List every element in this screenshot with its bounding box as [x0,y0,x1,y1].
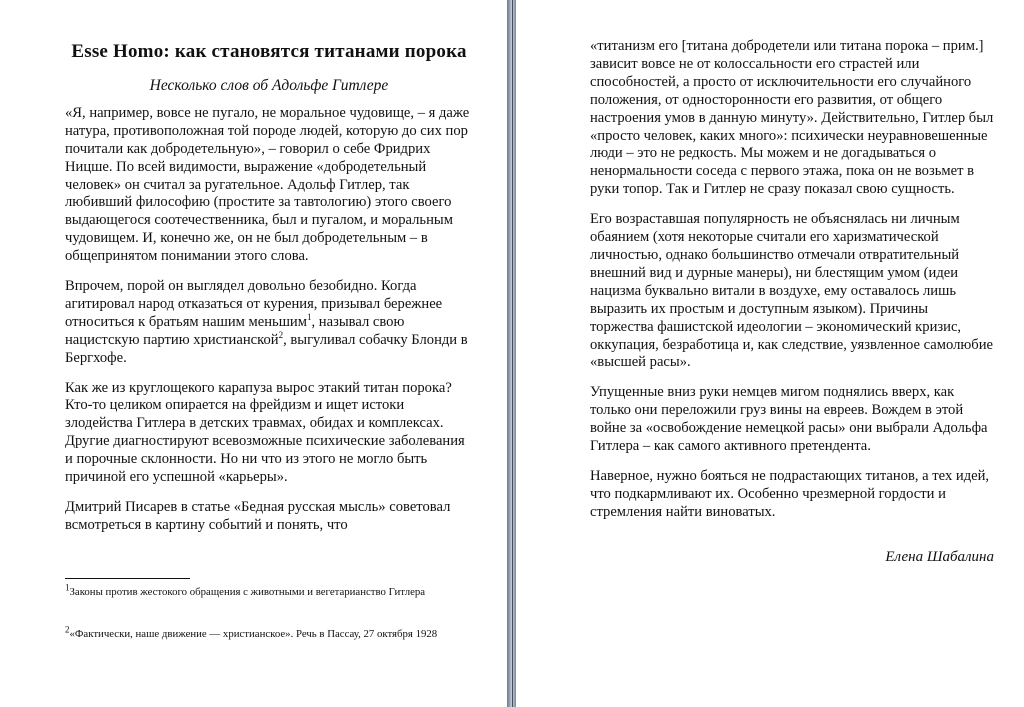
article-title: Esse Homo: как становятся титанами порока [71,41,467,62]
right-page-content [516,0,1024,707]
footnote-text: Законы против жестокого обращения с животными и вегетарианство Гитлера [69,586,426,598]
footnote-number: 2 [65,624,70,635]
right-column [590,38,994,534]
footnote-separator [65,578,190,579]
article-subtitle: Несколько слов об Адольфе Гитлере [149,76,389,94]
gutter-divider [512,0,513,707]
footnote [65,624,465,643]
paragraph: «титанизм его [титана добродетели или титана порока – прим.] зависит вовсе не от колоссальности его страстей или способностей, а просто от исключительности его случайного положения, от односторонности его развития, от общего настроения умов в данную минуту». Действительно, Гитлер был «просто человек, каких много»: психически неуравновешенные люди – это не редкость. Мы можем и не догадываться о ненормальности соседа с первого этажа, пока он не возьмет в руки топор. Так и Гитлер не сразу показал свою сущность. [590,38,994,198]
paragraph-text: Впрочем, порой он выглядел довольно безобидно. Когда агитировал народ отказаться от курения, призывал бережнее относиться к братьям нашим меньшим [65,278,443,330]
paragraph [65,278,473,368]
footnote-text: «Фактически, наше движение — христианское». Речь в Пассау, 27 октября 1928 [69,628,438,640]
paragraph: Упущенные вниз руки немцев мигом поднялись вверх, как только они переложили груз вины на евреев. Вождем в этой войне за «освобождение немецкой расы» они выбрали Адольфа Гитлера – как самого активного претендента. [590,384,988,455]
paragraph: Наверное, нужно бояться не подрастающих титанов, а тех идей, что подкармливают их. Особенно чрезмерной гордости и стремления найти виноватых. [590,467,990,520]
paragraph: Его возраставшая популярность не объяснялась ни личным обаянием (хотя некоторые считали его харизматической личностью, однако большинство отмечали отвратительный внешний вид и дурные манеры), ни блестящим умом (идеи нацизма буквально витали в воздухе, ему оставалось лишь выразить их простым и доступным языком). Причины торжества фашистской идеологии – экономический кризис, оккупация, безработица и, как следствие, уязвленное самолюбие «высшей расы». [590,211,994,371]
author-signature: Елена Шабалина [885,549,994,565]
footnote-number: 1 [65,582,70,593]
left-column [65,40,473,547]
paragraph: «Я, например, вовсе не пугало, не моральное чудовище, – я даже натура, противоположная той породе людей, которую до сих пор почитали как добродетельную», – говорил о себе Фридрих Ницше. По всей видимости, выражение «добродетельный человек» он считал за ругательное. Адольф Гитлер, так любивший философию (простите за тавтологию) этого своего выдающегося соотечественника, был и пугалом, и моральным чудовищем. И, конечно же, он не был добродетельным – в общепринятом понимании этого слова. [65,104,470,265]
footnote-ref[interactable]: 1 [306,312,312,322]
footnote [65,582,465,601]
footnote-ref[interactable]: 2 [278,329,284,340]
paragraph: Дмитрий Писарев в статье «Бедная русская мысль» советовал всмотреться в картину событий и понять, что [65,499,451,533]
paragraph-text: , выгуливал собачку Блонди в Бергхофе. [65,331,468,366]
paragraph-text: , называл свою нацистскую партию христианской [65,313,405,348]
paragraph: Как же из круглощекого карапуза вырос этакий титан порока? Кто-то целиком опирается на фрейдизм и ищет истоки злодейства Гитлера в детских травмах, обидах и комплексах. Другие диагностируют всевозможные психические заболевания и порочные склонности. Но ни что из этого не могло быть причиной его успешной «карьеры». [65,379,465,486]
